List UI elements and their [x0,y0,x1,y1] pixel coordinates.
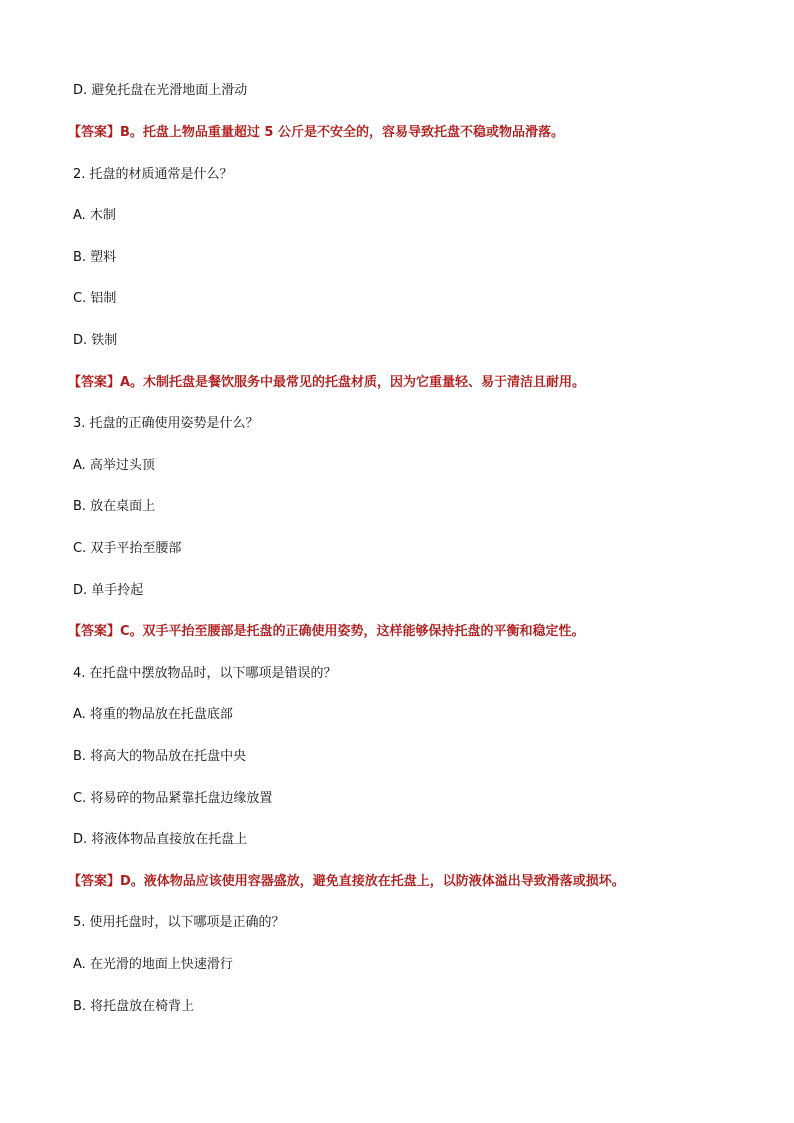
option-line: B. 塑料 [73,250,117,265]
option-line: D. 避免托盘在光滑地面上滑动 [73,83,248,98]
question-line: 4. 在托盘中摆放物品时，以下哪项是错误的？ [73,666,337,681]
option-line: D. 将液体物品直接放在托盘上 [73,832,248,847]
option-line: C. 将易碎的物品紧靠托盘边缘放置 [73,791,273,806]
option-line: C. 双手平抬至腰部 [73,541,182,556]
answer-line: 【答案】A。木制托盘是餐饮服务中最常见的托盘材质，因为它重量轻、易于清洁且耐用。 [68,375,586,390]
option-line: A. 高举过头顶 [73,458,155,473]
option-line: B. 将托盘放在椅背上 [73,999,195,1014]
option-line: C. 铝制 [73,291,117,306]
answer-line: 【答案】D。液体物品应该使用容器盛放，避免直接放在托盘上，以防液体溢出导致滑落或损坏。 [68,874,625,889]
option-line: A. 将重的物品放在托盘底部 [73,707,233,722]
option-line: B. 放在桌面上 [73,499,156,514]
question-line: 2. 托盘的材质通常是什么？ [73,167,233,182]
option-line: A. 在光滑的地面上快速滑行 [73,957,233,972]
option-line: D. 铁制 [73,333,118,348]
option-line: D. 单手拎起 [73,583,144,598]
question-line: 5. 使用托盘时，以下哪项是正确的？ [73,915,285,930]
option-line: B. 将高大的物品放在托盘中央 [73,749,247,764]
question-line: 3. 托盘的正确使用姿势是什么？ [73,416,259,431]
answer-line: 【答案】C。双手平抬至腰部是托盘的正确使用姿势，这样能够保持托盘的平衡和稳定性。 [68,624,585,639]
answer-line: 【答案】B。托盘上物品重量超过 5 公斤是不安全的，容易导致托盘不稳或物品滑落。 [68,125,565,140]
option-line: A. 木制 [73,208,116,223]
